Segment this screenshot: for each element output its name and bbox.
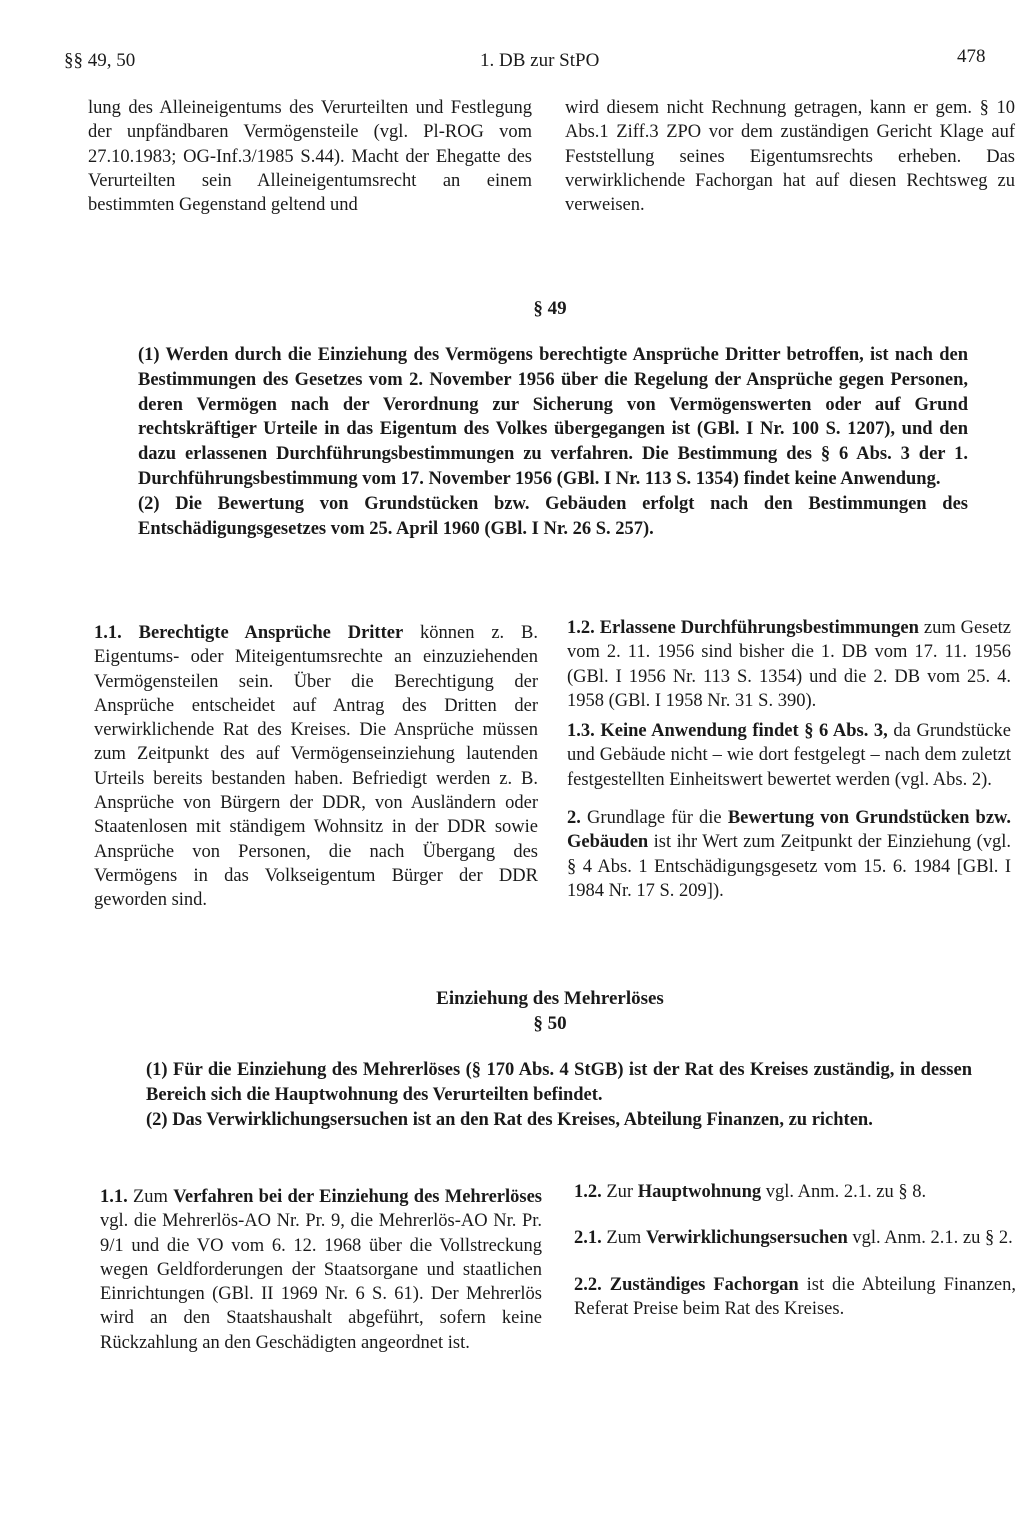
note-number: 1.1. <box>100 1187 128 1207</box>
intro-right-text: wird diesem nicht Rechnung getragen, kann er gem. § 10 Abs.1 Ziff.3 ZPO vor dem zuständigen Gericht Klage auf Feststellung seines Eigentumsrechts erheben. Das verwirklichende Fachorgan hat auf diesen Rechtsweg zu verweisen. <box>565 98 1015 216</box>
commentary-note <box>574 1180 1016 1204</box>
section-49-para-2: (2) Die Bewertung von Grundstücken bzw. Gebäuden erfolgt nach den Bestimmungen des Entschädigungsgesetzes vom 25. April 1960 (GBl. I Nr. 26 S. 257). <box>138 493 968 539</box>
note-pretext: Zur <box>606 1182 634 1202</box>
commentary-note <box>100 1185 542 1355</box>
note-keyword: Bewertung von Grundstücken bzw. Gebäuden <box>567 808 1011 853</box>
section-49-law-text <box>138 343 968 541</box>
note-number: 1.2. <box>574 1182 602 1202</box>
note-number: 2. <box>567 808 581 829</box>
note-text: können z. B. Eigentums- oder Miteigentumsrechte an einzuziehenden Vermögensteilen sein. Über die Berechtigung der Ansprüche entscheidet auf Antrag des Dritten der verwirklichende Rat des Kreises. Die Ansprüche müssen zum Zeitpunkt des auf Vermögenseinziehung lautenden Urteils bereits bestanden haben. Befriedigt werden z. B. Ansprüche von Bürgern der DDR, von Ausländern oder Staatenlosen mit ständigem Wohnsitz in der DDR sowie Ansprüche von Personen, die nach Übergang des Vermögens in das Volkseigentum Bürger der DDR geworden sind. <box>94 623 539 911</box>
note-text: vgl. die Mehrerlös-AO Nr. Pr. 9, die Mehrerlös-AO Nr. Pr. 9/1 und die VO vom 6. 12. 1968 über die Vollstreckung wegen Geldforderungen der Staatsorgane und staatlichen Einrichtungen (GBl. II 1969 Nr. 6 S. 61). Der Mehrerlös wird an den Staatshaushalt abgeführt, sofern keine Rückzahlung an den Geschädigten angeordnet ist. <box>100 1211 542 1353</box>
running-header-title: 1. DB zur StPO <box>480 50 600 71</box>
note-keyword: Keine Anwendung findet § 6 Abs. 3, <box>600 721 888 742</box>
note-keyword: Berechtigte Ansprüche Dritter <box>138 623 404 643</box>
note-keyword: Zuständiges Fachorgan <box>609 1274 799 1295</box>
commentary-note <box>567 806 1011 903</box>
commentary-note <box>94 621 538 913</box>
note-pretext: Grundlage für die <box>587 808 722 829</box>
section-49-commentary-right <box>567 616 1011 903</box>
note-text: vgl. Anm. 2.1. zu § 8. <box>765 1182 927 1202</box>
note-keyword: Erlassene Durchführungsbestimmungen <box>599 618 919 638</box>
note-text: vgl. Anm. 2.1. zu § 2. <box>852 1228 1013 1249</box>
note-pretext: Zum <box>133 1187 168 1207</box>
section-50-para-1: (1) Für die Einziehung des Mehrerlöses (§ 170 Abs. 4 StGB) ist der Rat des Kreises zuständig, in dessen Bereich sich die Hauptwohnung des Verurteilten befindet. <box>146 1060 972 1105</box>
commentary-note <box>567 719 1011 792</box>
section-49-para-1: (1) Werden durch die Einziehung des Vermögens berechtigte Ansprüche Dritter betroffen, ist nach den Bestimmungen des Gesetzes vom 2. November 1956 über die Regelung der Ansprüche gegen Personen, deren Vermögen nach der Verordnung zur Sicherung von Vermögenswerten oder auf Grund rechtskräftiger Urteile in das Eigentum des Volkes übergegangen ist (GBl. I Nr. 100 S. 1207), und den dazu erlassenen Durchführungsbestimmungen zu verfahren. Die Bestimmung des § 6 Abs. 3 der 1. Durchführungsbestimmung vom 17. November 1956 (GBl. I Nr. 113 S. 1354) findet keine Anwendung. <box>138 345 968 489</box>
section-50-para-2: (2) Das Verwirklichungsersuchen ist an den Rat des Kreises, Abteilung Finanzen, zu richten. <box>146 1109 873 1130</box>
section-50-commentary-right <box>574 1180 1016 1321</box>
intro-right-column <box>565 96 1015 217</box>
section-49-heading: § 49 <box>533 298 567 319</box>
note-text: da Grundstücke und Gebäude nicht – wie dort festgelegt – nach dem zuletzt festgestellten Einheitswert bewertet werden (vgl. Abs. 2). <box>567 721 1011 790</box>
note-number: 1.3. <box>567 721 595 742</box>
intro-left-column <box>88 96 532 217</box>
note-keyword: Hauptwohnung <box>637 1182 762 1202</box>
note-number: 1.2. <box>567 618 595 638</box>
commentary-note <box>574 1273 1016 1322</box>
note-keyword: Verwirklichungsersuchen <box>645 1228 848 1249</box>
section-50-heading: § 50 <box>533 1013 567 1034</box>
running-header-sections: §§ 49, 50 <box>64 50 136 71</box>
note-text: zum Gesetz vom 2. 11. 1956 sind bisher die 1. DB vom 17. 11. 1956 (GBl. I 1956 Nr. 113 S. 1354) und die 2. DB vom 25. 4. 1958 (GBl. I 1958 Nr. 31 S. 390). <box>567 618 1012 711</box>
intro-left-text: lung des Alleineigentums des Verurteilten und Festlegung der unpfändbaren Vermögensteile (vgl. Pl-ROG vom 27.10.1983; OG-Inf.3/1985 S.44). Macht der Ehegatte des Verurteilten sein Alleineigentumsrecht an einem bestimmten Gegenstand geltend und <box>88 98 532 216</box>
note-pretext: Zum <box>606 1228 642 1249</box>
commentary-note <box>574 1226 1016 1250</box>
note-number: 2.1. <box>574 1228 602 1249</box>
page-number: 478 <box>957 46 986 67</box>
note-number: 2.2. <box>574 1274 602 1295</box>
commentary-note <box>567 616 1011 713</box>
note-text: ist die Abteilung Finanzen, Referat Preise beim Rat des Kreises. <box>574 1274 1017 1319</box>
section-50-title: Einziehung des Mehrerlöses <box>436 988 664 1009</box>
note-text: ist ihr Wert zum Zeitpunkt der Einziehung (vgl. § 4 Abs. 1 Entschädigungsgesetz vom 15. 6. 1984 [GBl. I 1984 Nr. 17 S. 209]). <box>567 832 1011 901</box>
section-49-commentary-left <box>94 621 538 913</box>
section-50-law-text <box>146 1058 972 1132</box>
note-keyword: Verfahren bei der Einziehung des Mehrerlöses <box>173 1187 543 1207</box>
section-50-commentary-left <box>100 1185 542 1355</box>
note-number: 1.1. <box>94 623 122 643</box>
